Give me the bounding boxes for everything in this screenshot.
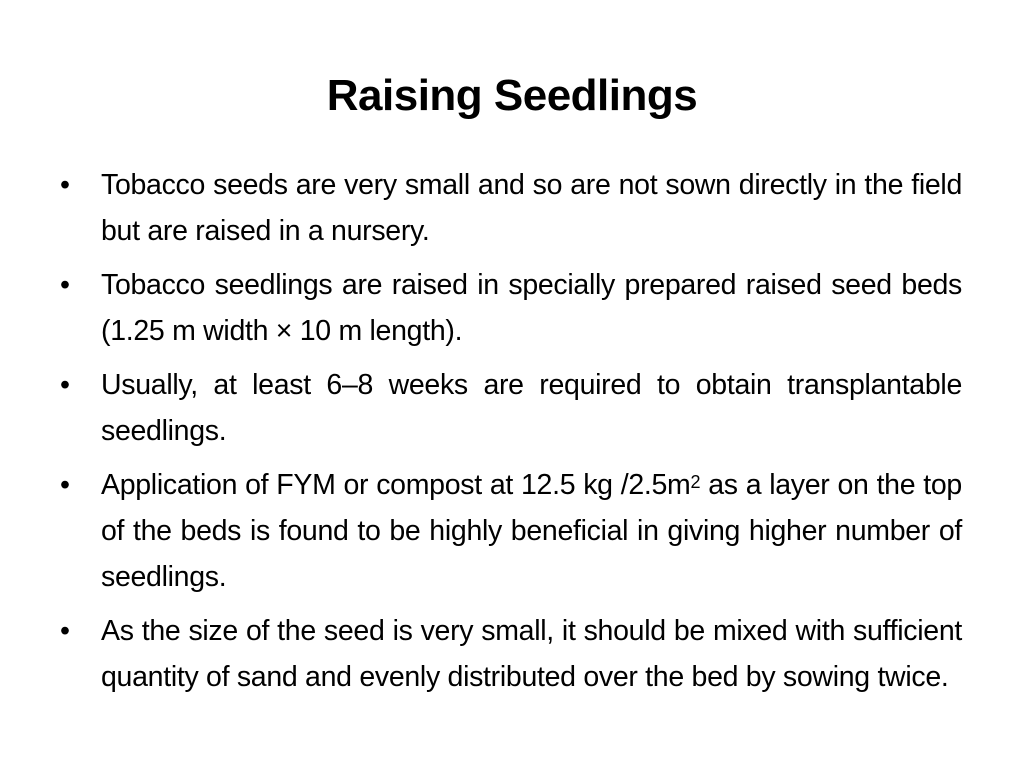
bullet-item [60,262,962,354]
bullet-item [60,162,962,254]
bullet-item [60,362,962,454]
bullet-item [60,462,962,600]
bullet-text-part: Application of FYM or compost at 12.5 kg /2.5m [101,469,691,501]
bullet-item [60,608,962,700]
bullet-text-part: as a layer on the top of the beds is found to be highly beneficial in giving higher number of seedlings. [101,469,962,593]
bullet-marker: • [60,269,70,301]
bullet-text [101,469,962,593]
bullet-text: Tobacco seeds are very small and so are not sown directly in the field but are raised in a nursery. [101,169,962,247]
bullet-marker: • [60,169,70,201]
bullet-text: Tobacco seedlings are raised in specially prepared raised seed beds (1.25 m width × 10 m length). [101,269,962,347]
bullet-marker: • [60,615,70,647]
bullet-list [60,162,962,708]
bullet-text: As the size of the seed is very small, it should be mixed with sufficient quantity of sand and evenly distributed over the bed by sowing twice. [101,615,962,693]
superscript: 2 [690,472,701,492]
bullet-marker: • [60,469,70,501]
slide-title: Raising Seedlings [326,71,698,120]
bullet-text: Usually, at least 6–8 weeks are required to obtain transplantable seedlings. [101,369,962,447]
bullet-marker: • [60,369,70,401]
